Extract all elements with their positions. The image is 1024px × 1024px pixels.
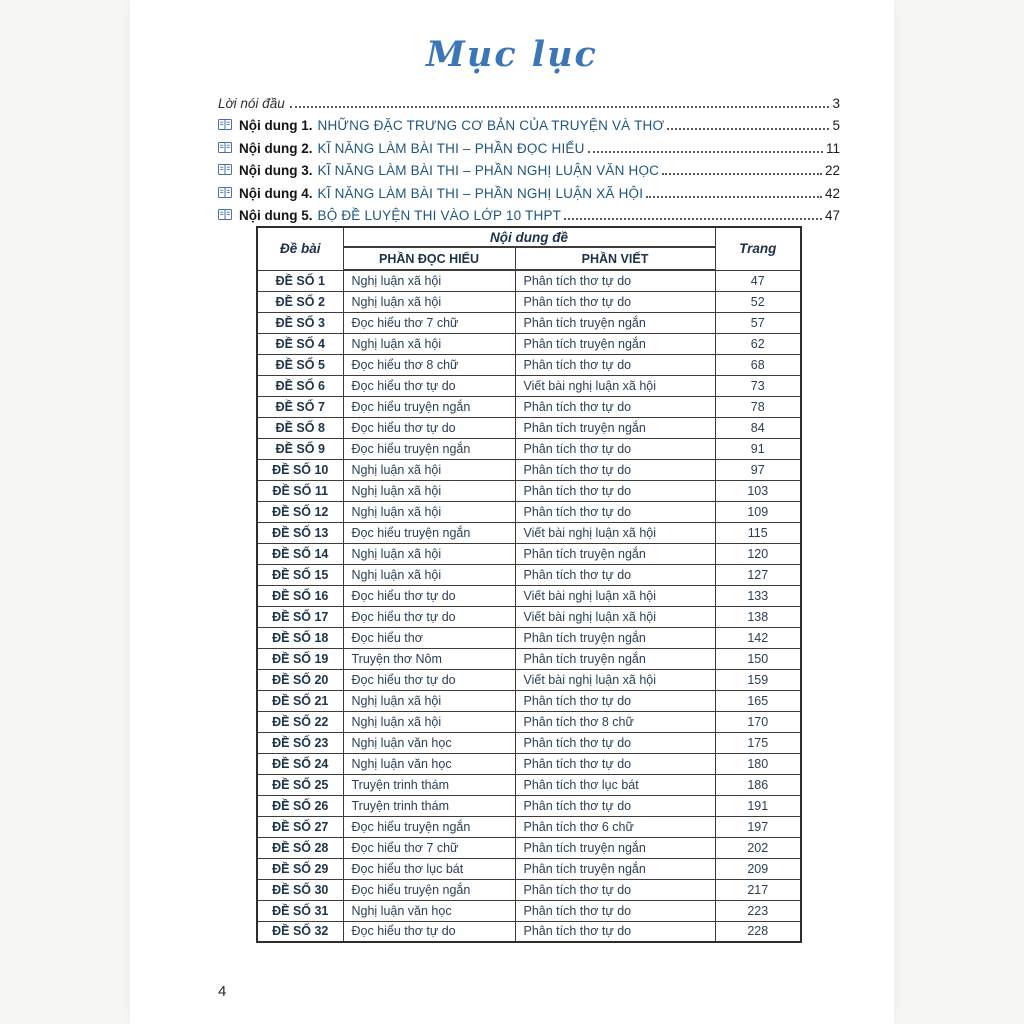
phan-viet-cell: Phân tích thơ tự do bbox=[515, 480, 715, 501]
phan-viet-cell: Phân tích thơ 8 chữ bbox=[515, 711, 715, 732]
toc-item bbox=[218, 178, 840, 201]
phan-viet-cell: Phân tích thơ tự do bbox=[515, 795, 715, 816]
doc-hieu-cell: Nghị luận văn học bbox=[343, 732, 515, 753]
phan-viet-cell: Phân tích thơ tự do bbox=[515, 564, 715, 585]
phan-viet-cell: Phân tích thơ tự do bbox=[515, 459, 715, 480]
table-row bbox=[257, 816, 801, 837]
dot-leader bbox=[667, 128, 829, 130]
de-so-cell: ĐỀ SỐ 21 bbox=[257, 690, 343, 711]
table-row bbox=[257, 585, 801, 606]
phan-viet-cell: Phân tích thơ tự do bbox=[515, 396, 715, 417]
toc-item-title: NHỮNG ĐẶC TRƯNG CƠ BẢN CỦA TRUYỆN VÀ THƠ bbox=[317, 118, 665, 133]
toc-item-page: 42 bbox=[824, 185, 840, 201]
toc-intro-row bbox=[218, 88, 840, 111]
toc-item-label: Nội dung 3. bbox=[239, 163, 313, 178]
table-row bbox=[257, 501, 801, 522]
trang-cell: 78 bbox=[715, 396, 801, 417]
header-trang: Trang bbox=[715, 227, 801, 270]
de-so-cell: ĐỀ SỐ 11 bbox=[257, 480, 343, 501]
toc-item-title: KĨ NĂNG LÀM BÀI THI – PHẦN NGHỊ LUẬN VĂN HỌC bbox=[317, 163, 660, 178]
contents-table-body bbox=[257, 270, 801, 942]
phan-viet-cell: Viết bài nghị luận xã hội bbox=[515, 585, 715, 606]
trang-cell: 103 bbox=[715, 480, 801, 501]
doc-hieu-cell: Đọc hiểu thơ 8 chữ bbox=[343, 354, 515, 375]
de-so-cell: ĐỀ SỐ 29 bbox=[257, 858, 343, 879]
trang-cell: 115 bbox=[715, 522, 801, 543]
phan-viet-cell: Phân tích thơ tự do bbox=[515, 753, 715, 774]
doc-hieu-cell: Đọc hiểu truyện ngắn bbox=[343, 816, 515, 837]
trang-cell: 138 bbox=[715, 606, 801, 627]
phan-viet-cell: Viết bài nghị luận xã hội bbox=[515, 375, 715, 396]
table-row bbox=[257, 858, 801, 879]
de-so-cell: ĐỀ SỐ 25 bbox=[257, 774, 343, 795]
table-row bbox=[257, 753, 801, 774]
trang-cell: 57 bbox=[715, 312, 801, 333]
doc-hieu-cell: Đọc hiểu thơ lục bát bbox=[343, 858, 515, 879]
de-so-cell: ĐỀ SỐ 13 bbox=[257, 522, 343, 543]
de-so-cell: ĐỀ SỐ 26 bbox=[257, 795, 343, 816]
toc-item bbox=[218, 201, 840, 224]
de-so-cell: ĐỀ SỐ 32 bbox=[257, 921, 343, 942]
trang-cell: 228 bbox=[715, 921, 801, 942]
doc-hieu-cell: Đọc hiểu thơ tự do bbox=[343, 669, 515, 690]
phan-viet-cell: Phân tích thơ tự do bbox=[515, 354, 715, 375]
phan-viet-cell: Phân tích truyện ngắn bbox=[515, 648, 715, 669]
table-row bbox=[257, 732, 801, 753]
header-phan-viet: PHẦN VIẾT bbox=[515, 247, 715, 270]
table-row bbox=[257, 396, 801, 417]
doc-hieu-cell: Đọc hiểu truyện ngắn bbox=[343, 879, 515, 900]
trang-cell: 209 bbox=[715, 858, 801, 879]
doc-hieu-cell: Nghị luận văn học bbox=[343, 900, 515, 921]
doc-hieu-cell: Nghị luận văn học bbox=[343, 753, 515, 774]
table-row bbox=[257, 795, 801, 816]
table-row bbox=[257, 417, 801, 438]
table-row bbox=[257, 522, 801, 543]
trang-cell: 150 bbox=[715, 648, 801, 669]
table-row bbox=[257, 312, 801, 333]
de-so-cell: ĐỀ SỐ 19 bbox=[257, 648, 343, 669]
phan-viet-cell: Phân tích thơ lục bát bbox=[515, 774, 715, 795]
doc-hieu-cell: Truyện trinh thám bbox=[343, 774, 515, 795]
table-row bbox=[257, 774, 801, 795]
page-number: 4 bbox=[218, 983, 227, 1000]
toc-item bbox=[218, 111, 840, 134]
de-so-cell: ĐỀ SỐ 12 bbox=[257, 501, 343, 522]
toc-items bbox=[218, 111, 840, 224]
trang-cell: 109 bbox=[715, 501, 801, 522]
trang-cell: 191 bbox=[715, 795, 801, 816]
book-icon bbox=[218, 206, 232, 223]
doc-hieu-cell: Đọc hiểu thơ tự do bbox=[343, 375, 515, 396]
table-of-contents bbox=[218, 88, 840, 223]
doc-hieu-cell: Nghị luận xã hội bbox=[343, 480, 515, 501]
doc-hieu-cell: Truyện trinh thám bbox=[343, 795, 515, 816]
doc-hieu-cell: Đọc hiểu thơ tự do bbox=[343, 921, 515, 942]
dot-leader bbox=[646, 196, 822, 198]
book-icon bbox=[218, 161, 232, 178]
table-row bbox=[257, 627, 801, 648]
toc-item-label: Nội dung 2. bbox=[239, 140, 313, 156]
doc-hieu-cell: Nghị luận xã hội bbox=[343, 564, 515, 585]
phan-viet-cell: Phân tích truyện ngắn bbox=[515, 837, 715, 858]
phan-viet-cell: Phân tích truyện ngắn bbox=[515, 627, 715, 648]
phan-viet-cell: Phân tích truyện ngắn bbox=[515, 333, 715, 354]
phan-viet-cell: Phân tích thơ tự do bbox=[515, 270, 715, 291]
table-row bbox=[257, 291, 801, 312]
table-row bbox=[257, 669, 801, 690]
doc-hieu-cell: Đọc hiểu truyện ngắn bbox=[343, 396, 515, 417]
phan-viet-cell: Phân tích truyện ngắn bbox=[515, 858, 715, 879]
table-row bbox=[257, 564, 801, 585]
trang-cell: 62 bbox=[715, 333, 801, 354]
doc-hieu-cell: Nghị luận xã hội bbox=[343, 690, 515, 711]
trang-cell: 127 bbox=[715, 564, 801, 585]
de-so-cell: ĐỀ SỐ 10 bbox=[257, 459, 343, 480]
de-so-cell: ĐỀ SỐ 30 bbox=[257, 879, 343, 900]
toc-item-title: KĨ NĂNG LÀM BÀI THI – PHẦN ĐỌC HIỂU bbox=[317, 140, 585, 156]
trang-cell: 197 bbox=[715, 816, 801, 837]
contents-table bbox=[256, 226, 802, 943]
trang-cell: 217 bbox=[715, 879, 801, 900]
doc-hieu-cell: Nghị luận xã hội bbox=[343, 333, 515, 354]
table-row bbox=[257, 459, 801, 480]
phan-viet-cell: Phân tích thơ tự do bbox=[515, 291, 715, 312]
de-so-cell: ĐỀ SỐ 16 bbox=[257, 585, 343, 606]
table-row bbox=[257, 648, 801, 669]
de-so-cell: ĐỀ SỐ 27 bbox=[257, 816, 343, 837]
trang-cell: 91 bbox=[715, 438, 801, 459]
contents-table-header bbox=[257, 227, 801, 270]
toc-intro-page: 3 bbox=[832, 95, 840, 111]
trang-cell: 165 bbox=[715, 690, 801, 711]
phan-viet-cell: Phân tích thơ 6 chữ bbox=[515, 816, 715, 837]
de-so-cell: ĐỀ SỐ 14 bbox=[257, 543, 343, 564]
doc-hieu-cell: Đọc hiểu truyện ngắn bbox=[343, 522, 515, 543]
doc-hieu-cell: Đọc hiểu thơ tự do bbox=[343, 585, 515, 606]
trang-cell: 202 bbox=[715, 837, 801, 858]
toc-item-title: BỘ ĐỀ LUYỆN THI VÀO LỚP 10 THPT bbox=[317, 208, 562, 223]
book-icon bbox=[218, 184, 232, 201]
phan-viet-cell: Viết bài nghị luận xã hội bbox=[515, 522, 715, 543]
phan-viet-cell: Phân tích thơ tự do bbox=[515, 900, 715, 921]
trang-cell: 223 bbox=[715, 900, 801, 921]
phan-viet-cell: Viết bài nghị luận xã hội bbox=[515, 606, 715, 627]
phan-viet-cell: Phân tích thơ tự do bbox=[515, 690, 715, 711]
doc-hieu-cell: Nghị luận xã hội bbox=[343, 291, 515, 312]
de-so-cell: ĐỀ SỐ 5 bbox=[257, 354, 343, 375]
header-noi-dung-de: Nội dung đề bbox=[343, 227, 715, 247]
de-so-cell: ĐỀ SỐ 15 bbox=[257, 564, 343, 585]
toc-item bbox=[218, 133, 840, 156]
de-so-cell: ĐỀ SỐ 22 bbox=[257, 711, 343, 732]
doc-hieu-cell: Đọc hiểu truyện ngắn bbox=[343, 438, 515, 459]
table-row bbox=[257, 333, 801, 354]
phan-viet-cell: Phân tích truyện ngắn bbox=[515, 417, 715, 438]
de-so-cell: ĐỀ SỐ 9 bbox=[257, 438, 343, 459]
toc-item-label: Nội dung 4. bbox=[239, 185, 313, 201]
de-so-cell: ĐỀ SỐ 2 bbox=[257, 291, 343, 312]
de-so-cell: ĐỀ SỐ 28 bbox=[257, 837, 343, 858]
trang-cell: 47 bbox=[715, 270, 801, 291]
dot-leader bbox=[662, 173, 822, 175]
trang-cell: 180 bbox=[715, 753, 801, 774]
phan-viet-cell: Phân tích truyện ngắn bbox=[515, 543, 715, 564]
table-row bbox=[257, 606, 801, 627]
toc-item bbox=[218, 156, 840, 179]
table-row bbox=[257, 354, 801, 375]
page-title: Mục lục bbox=[426, 34, 598, 75]
trang-cell: 159 bbox=[715, 669, 801, 690]
dot-leader bbox=[564, 218, 822, 220]
doc-hieu-cell: Đọc hiểu thơ tự do bbox=[343, 417, 515, 438]
trang-cell: 170 bbox=[715, 711, 801, 732]
de-so-cell: ĐỀ SỐ 20 bbox=[257, 669, 343, 690]
trang-cell: 120 bbox=[715, 543, 801, 564]
table-row bbox=[257, 480, 801, 501]
doc-hieu-cell: Đọc hiểu thơ bbox=[343, 627, 515, 648]
table-row bbox=[257, 837, 801, 858]
de-so-cell: ĐỀ SỐ 3 bbox=[257, 312, 343, 333]
toc-item-page: 47 bbox=[824, 208, 840, 223]
table-row bbox=[257, 921, 801, 942]
phan-viet-cell: Phân tích thơ tự do bbox=[515, 879, 715, 900]
phan-viet-cell: Phân tích truyện ngắn bbox=[515, 312, 715, 333]
doc-hieu-cell: Nghị luận xã hội bbox=[343, 711, 515, 732]
de-so-cell: ĐỀ SỐ 8 bbox=[257, 417, 343, 438]
table-row bbox=[257, 270, 801, 291]
de-so-cell: ĐỀ SỐ 31 bbox=[257, 900, 343, 921]
de-so-cell: ĐỀ SỐ 7 bbox=[257, 396, 343, 417]
de-so-cell: ĐỀ SỐ 6 bbox=[257, 375, 343, 396]
doc-hieu-cell: Đọc hiểu thơ tự do bbox=[343, 606, 515, 627]
phan-viet-cell: Viết bài nghị luận xã hội bbox=[515, 669, 715, 690]
toc-item-page: 5 bbox=[832, 118, 840, 133]
book-icon bbox=[218, 139, 232, 156]
de-so-cell: ĐỀ SỐ 24 bbox=[257, 753, 343, 774]
dot-leader bbox=[588, 151, 823, 153]
doc-hieu-cell: Đọc hiểu thơ 7 chữ bbox=[343, 312, 515, 333]
header-de-bai: Đề bài bbox=[257, 227, 343, 270]
trang-cell: 133 bbox=[715, 585, 801, 606]
toc-item-label: Nội dung 1. bbox=[239, 118, 313, 133]
table-row bbox=[257, 879, 801, 900]
de-so-cell: ĐỀ SỐ 4 bbox=[257, 333, 343, 354]
trang-cell: 186 bbox=[715, 774, 801, 795]
de-so-cell: ĐỀ SỐ 1 bbox=[257, 270, 343, 291]
trang-cell: 97 bbox=[715, 459, 801, 480]
de-so-cell: ĐỀ SỐ 23 bbox=[257, 732, 343, 753]
table-row bbox=[257, 690, 801, 711]
trang-cell: 73 bbox=[715, 375, 801, 396]
table-row bbox=[257, 711, 801, 732]
dot-leader bbox=[290, 106, 830, 108]
phan-viet-cell: Phân tích thơ tự do bbox=[515, 438, 715, 459]
doc-hieu-cell: Nghị luận xã hội bbox=[343, 459, 515, 480]
trang-cell: 142 bbox=[715, 627, 801, 648]
trang-cell: 175 bbox=[715, 732, 801, 753]
doc-hieu-cell: Nghị luận xã hội bbox=[343, 270, 515, 291]
table-row bbox=[257, 543, 801, 564]
doc-hieu-cell: Nghị luận xã hội bbox=[343, 501, 515, 522]
table-row bbox=[257, 375, 801, 396]
doc-hieu-cell: Nghị luận xã hội bbox=[343, 543, 515, 564]
toc-item-page: 22 bbox=[824, 163, 840, 178]
doc-hieu-cell: Truyện thơ Nôm bbox=[343, 648, 515, 669]
toc-intro-label: Lời nói đầu bbox=[218, 95, 285, 111]
toc-item-page: 11 bbox=[825, 140, 840, 156]
de-so-cell: ĐỀ SỐ 17 bbox=[257, 606, 343, 627]
trang-cell: 68 bbox=[715, 354, 801, 375]
phan-viet-cell: Phân tích thơ tự do bbox=[515, 921, 715, 942]
de-so-cell: ĐỀ SỐ 18 bbox=[257, 627, 343, 648]
toc-item-label: Nội dung 5. bbox=[239, 208, 313, 223]
doc-hieu-cell: Đọc hiểu thơ 7 chữ bbox=[343, 837, 515, 858]
trang-cell: 52 bbox=[715, 291, 801, 312]
toc-item-title: KĨ NĂNG LÀM BÀI THI – PHẦN NGHỊ LUẬN XÃ HỘI bbox=[317, 185, 644, 201]
phan-viet-cell: Phân tích thơ tự do bbox=[515, 732, 715, 753]
book-icon bbox=[218, 116, 232, 133]
trang-cell: 84 bbox=[715, 417, 801, 438]
table-row bbox=[257, 900, 801, 921]
table-row bbox=[257, 438, 801, 459]
header-phan-doc-hieu: PHẦN ĐỌC HIỂU bbox=[343, 247, 515, 270]
phan-viet-cell: Phân tích thơ tự do bbox=[515, 501, 715, 522]
